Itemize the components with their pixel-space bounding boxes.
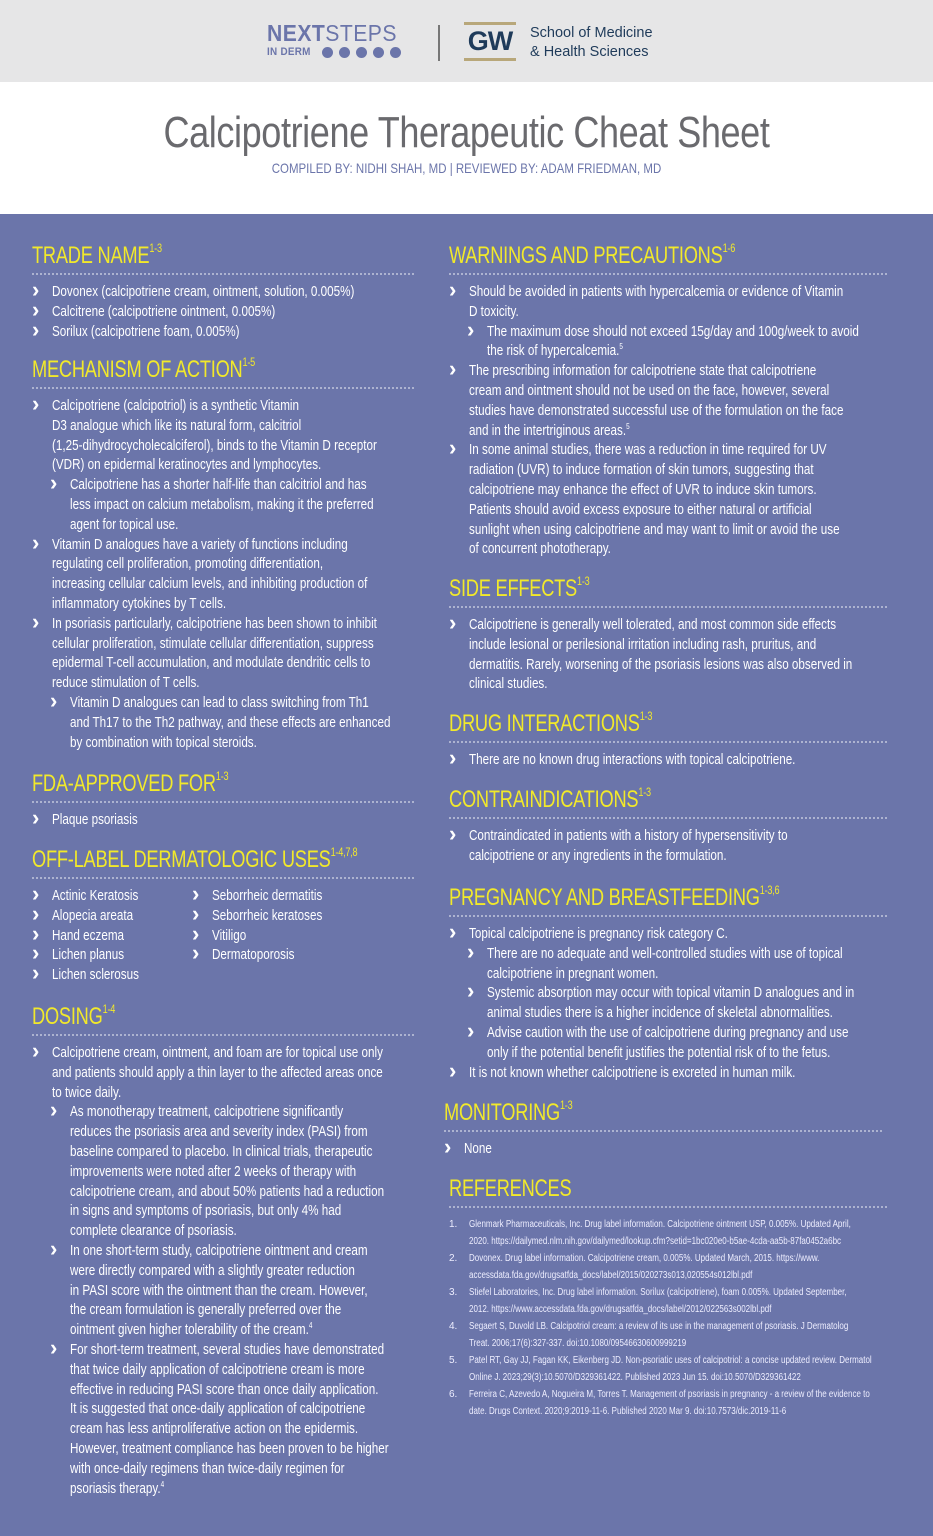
section-dosing (32, 1002, 427, 1499)
section-heading: CONTRAINDICATIONS$^{1-3}$ (449, 785, 651, 813)
list-item: › Seborrheic keratoses (192, 907, 350, 927)
list-item: › Lichen sclerosus (32, 966, 192, 986)
section-trade-name (32, 241, 427, 342)
list-item: › It is not known whether calcipotriene is excreted in human milk. (449, 1064, 904, 1084)
section-heading: OFF-LABEL DERMATOLOGIC USES$^{1-4,7,8}$ (32, 845, 358, 873)
dotted-divider (444, 1130, 882, 1132)
title-area (0, 82, 933, 214)
section-monitoring (444, 1098, 904, 1160)
dotted-divider (449, 1206, 887, 1208)
list-subitem: › The maximum dose should not exceed 15g/day and 100g/week to avoid the risk of hypercalcemia.$^5$ (449, 323, 904, 363)
page-title: Calcipotriene Therapeutic Cheat Sheet (163, 108, 770, 157)
list-item: › None (444, 1140, 904, 1160)
page-subtitle: COMPILED BY: NIDHI SHAH, MD | REVIEWED BY: ADAM FRIEDMAN, MD (271, 160, 662, 176)
list-item: › Seborrheic dermatitis (192, 887, 350, 907)
section-side-effects (449, 574, 904, 695)
dotted-divider (449, 915, 887, 917)
logo-in-derm: IN DERM (267, 46, 311, 58)
list-item: › Calcitrene (calcipotriene ointment, 0.005%) (32, 303, 427, 323)
section-heading: FDA-APPROVED FOR$^{1-3}$ (32, 769, 229, 797)
section-heading: DOSING$^{1-4}$ (32, 1002, 116, 1030)
list-item: › Should be avoided in patients with hypercalcemia or evidence of Vitamin D toxicity. (449, 283, 904, 323)
list-item: › The prescribing information for calcipotriene state that calcipotriene cream and ointment should not be used on the face, however, several studies have demonstrated successful use of the formulation on the face and in the intertriginous areas.$^5$ (449, 362, 904, 441)
logo-next: NEXT (267, 20, 326, 46)
list-item: › Sorilux (calcipotriene foam, 0.005%) (32, 323, 427, 343)
section-off-label (32, 845, 427, 986)
dotted-divider (32, 273, 414, 275)
reference-item: 3. Stiefel Laboratories, Inc. Drug label information. Sorilux (calcipotriene), foam 0.005%. Updated September, 2012. https://www.accessdata.fda.gov/drugsatfda_docs/label/2012/022563s002lbl.pdf (449, 1287, 847, 1315)
list-item: › Dermatoporosis (192, 946, 350, 966)
section-contraindications (449, 785, 904, 867)
dot-icon (322, 47, 333, 58)
list-subitem: › As monotherapy treatment, calcipotriene significantly reduces the psoriasis area and severity index (PASI) from baseline compared to placebo. In clinical trials, therapeutic improvements were noted after 2 weeks of therapy with calcipotriene cream, and about 50% patients had a reduction in signs and symptoms of psoriasis, but only 4% had complete clearance of psoriasis. (32, 1103, 427, 1242)
gw-logo (464, 22, 516, 64)
dotted-divider (32, 1034, 414, 1036)
list-item: › Topical calcipotriene is pregnancy risk category C. (449, 925, 904, 945)
list-item: › Contraindicated in patients with a history of hypersensitivity to calcipotriene or any ingredients in the formulation. (449, 827, 904, 867)
section-references (449, 1174, 904, 1420)
list-item: › Dovonex (calcipotriene cream, ointment, solution, 0.005%) (32, 283, 427, 303)
reference-item: 4. Segaert S, Duvold LB. Calcipotriol cream: a review of its use in the management of psoriasis. J Dermatolog Treat. 2006;17(6):327-337. doi:10.1080/09546630600999219 (449, 1321, 849, 1349)
list-subitem: › Calcipotriene has a shorter half-life than calcitriol and has less impact on calcium metabolism, making it the preferred agent for topical use. (32, 476, 427, 535)
section-heading: WARNINGS AND PRECAUTIONS$^{1-6}$ (449, 241, 736, 269)
list-item: › Alopecia areata (32, 907, 192, 927)
section-heading: MONITORING$^{1-3}$ (444, 1098, 573, 1126)
list-item: › In some animal studies, there was a reduction in time required for UV radiation (UVR) to induce formation of skin tumors, suggesting that calcipotriene may enhance the effect of UVR to induce skin tumors. Patients should avoid excess exposure to either natural or artificial sunlight when using calcipotriene and may want to limit or avoid the use of concurrent phototherapy. (449, 441, 904, 560)
logo-bar (0, 0, 933, 82)
logo-divider (438, 25, 440, 61)
list-subitem: › Advise caution with the use of calcipotriene during pregnancy and use only if the potential benefit justifies the potential risk of to the fetus. (449, 1024, 904, 1064)
dot-icon (390, 47, 401, 58)
dotted-divider (449, 817, 887, 819)
reference-item: 5. Patel RT, Gay JJ, Fagan KK, Eikenberg JD. Non-psoriatic uses of calcipotriol: a concise updated review. Dermatol Online J. 2023;29(3):10.5070/D329361422. Published 2023 Jun 15. doi:10.5070/D329361422 (449, 1355, 872, 1383)
list-item: › Vitiligo (192, 927, 350, 947)
list-item: › There are no known drug interactions with topical calcipotriene. (449, 751, 904, 771)
school-line-2: & Health Sciences (530, 44, 649, 60)
dotted-divider (449, 273, 887, 275)
section-heading: PREGNANCY AND BREASTFEEDING$^{1-3,6}$ (449, 883, 780, 911)
reference-item: 2. Dovonex. Drug label information. Calcipotriene cream, 0.005%. Updated March, 2015. https://www. accessdata.fda.gov/drugsatfda_docs/label/2015/020273s013,020554s012lbl.pdf (449, 1253, 820, 1281)
dot-icon (356, 47, 367, 58)
list-item: › Plaque psoriasis (32, 811, 427, 831)
dot-icon (373, 47, 384, 58)
section-heading: SIDE EFFECTS$^{1-3}$ (449, 574, 590, 602)
list-item: › Calcipotriene is generally well tolerated, and most common side effects include lesional or perilesional irritation including rash, pruritus, and dermatitis. Rarely, worsening of the psoriasis lesions was also observed in clinical studies. (449, 616, 904, 695)
list-subitem: › For short-term treatment, several studies have demonstrated that twice daily application of calcipotriene cream is more effective in reducing PASI score than once daily application. It is suggested that once-daily application of calcipotriene cream has less antiproliferative action on the epidermis. However, treatment compliance has been proven to be higher with once-daily regimens than twice-daily regimen for psoriasis therapy.$^4$ (32, 1341, 427, 1499)
section-mechanism (32, 355, 427, 753)
section-fda-approved (32, 769, 427, 831)
list-subitem: › Systemic absorption may occur with topical vitamin D analogues and in animal studies there is a higher incidence of skeletal abnormalities. (449, 984, 904, 1024)
dot-icon (339, 47, 350, 58)
reference-item: 1. Glenmark Pharmaceuticals, Inc. Drug label information. Calcipotriene ointment USP, 0.005%. Updated April, 2020. https://dailymed.nlm.nih.gov/dailymed/lookup.cfm?setid=1bc020e0-b5ae-4cda-aa5b-87fa0452a6bc (449, 1219, 851, 1247)
section-drug-interactions (449, 709, 904, 771)
section-heading: MECHANISM OF ACTION$^{1-5}$ (32, 355, 256, 383)
dotted-divider (32, 801, 414, 803)
list-item: › Calcipotriene (calcipotriol) is a synthetic Vitamin D3 analogue which like its natural form, calcitriol (1,25-dihydrocycholecalciferol), binds to the Vitamin D receptor (VDR) on epidermal keratinocytes and lymphocytes. (32, 397, 427, 476)
list-item: › Lichen planus (32, 946, 192, 966)
list-item: › In psoriasis particularly, calcipotriene has been shown to inhibit cellular proliferation, stimulate cellular differentiation, suppress epidermal T-cell accumulation, and modulate dendritic cells to reduce stimulation of T cells. (32, 615, 427, 694)
list-subitem: › There are no adequate and well-controlled studies with use of topical calcipotriene in pregnant women. (449, 945, 904, 985)
school-line-1: School of Medicine (530, 25, 653, 41)
list-item: › Vitamin D analogues have a variety of functions including regulating cell proliferation, promoting differentiation, increasing cellular calcium levels, and inhibiting production of inflammatory cytokines by T cells. (32, 536, 427, 615)
list-item: › Hand eczema (32, 927, 192, 947)
list-item: › Calcipotriene cream, ointment, and foam are for topical use only and patients should apply a thin layer to the affected areas once to twice daily. (32, 1044, 427, 1103)
section-pregnancy (449, 883, 904, 1083)
list-subitem: › Vitamin D analogues can lead to class switching from Th1 and Th17 to the Th2 pathway, and these effects are enhanced by combination with topical steroids. (32, 694, 427, 753)
gw-logo-text: GW (467, 26, 513, 56)
section-heading: TRADE NAME$^{1-3}$ (32, 241, 162, 269)
school-name (530, 24, 653, 62)
reference-item: 6. Ferreira C, Azevedo A, Nogueira M, Torres T. Management of psoriasis in pregnancy - a review of the evidence to date. Drugs Context. 2020;9:2019-11-6. Published 2020 Mar 9. doi:10.7573/dic.2019-11-6 (449, 1389, 870, 1417)
dotted-divider (32, 877, 414, 879)
section-heading: DRUG INTERACTIONS$^{1-3}$ (449, 709, 653, 737)
list-item: › Actinic Keratosis (32, 887, 192, 907)
dotted-divider (449, 606, 887, 608)
section-heading: REFERENCES (449, 1175, 572, 1202)
nextsteps-logo (267, 22, 408, 58)
section-warnings (449, 241, 904, 560)
list-subitem: › In one short-term study, calcipotriene ointment and cream were directly compared with a slightly greater reduction in PASI score with the ointment than the cream. However, the cream formulation is generally preferred over the ointment given higher tolerability of the cream.$^4$ (32, 1242, 427, 1341)
dotted-divider (32, 387, 414, 389)
logo-steps: STEPS (325, 20, 397, 46)
dotted-divider (449, 741, 887, 743)
